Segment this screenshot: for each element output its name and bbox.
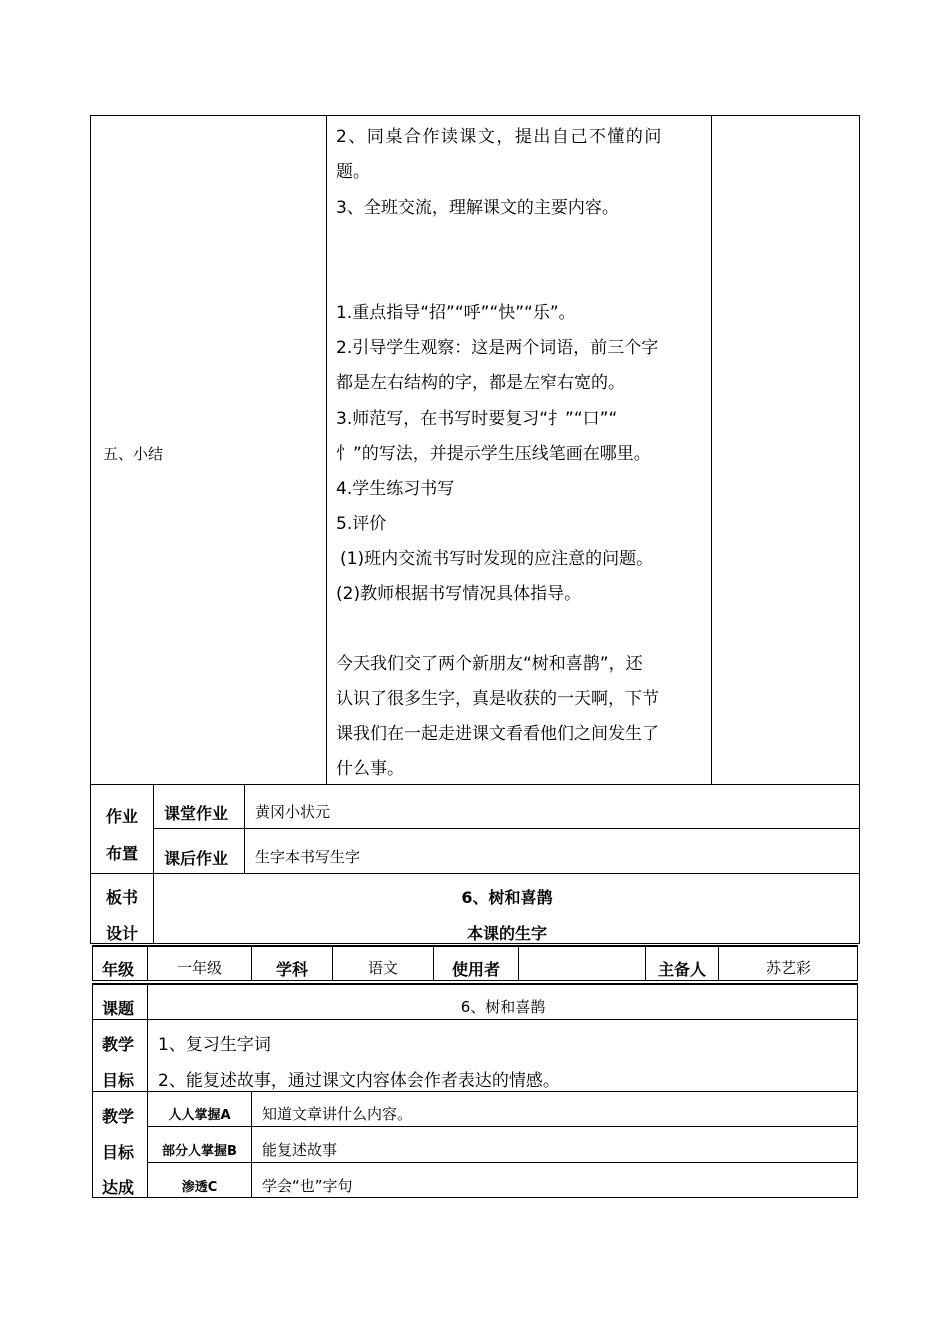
homework-row-divider [153, 828, 860, 829]
lesson-label: 课题 [102, 999, 135, 1018]
preparer-value: 苏艺彩 [765, 959, 811, 977]
process-line: 今天我们交了两个新朋友“树和喜鹊”，还 [336, 654, 643, 674]
achievement-row-divider [147, 1126, 858, 1127]
process-line: 2.引导学生观察：这是两个词语，前三个字 [336, 338, 659, 358]
process-line: 2、同桌合作读课文，提出自己不懂的问 [336, 127, 663, 147]
board-title: 6、树和喜鹊 [461, 888, 553, 907]
process-line: 忄”的写法，并提示学生压线笔画在哪里。 [336, 444, 651, 464]
grade-value: 一年级 [176, 959, 222, 977]
process-line: 1.重点指导“招”“呼”“快”“乐”。 [336, 303, 576, 323]
homework-label: 作业 [106, 807, 139, 826]
process-line: 都是左右结构的字，都是左窄右宽的。 [336, 373, 625, 393]
homework-divider-2 [244, 784, 245, 874]
process-line: 4.学生练习书写 [336, 479, 455, 499]
goal-item: 2、能复述故事，通过课文内容体会作者表达的情感。 [158, 1071, 560, 1091]
process-divider-1 [326, 115, 327, 785]
process-line: (1)班内交流书写时发现的应注意的问题。 [340, 549, 654, 569]
grade-label: 年级 [102, 960, 135, 979]
achievement-level: 人人掌握A [168, 1108, 231, 1123]
homework-type: 课堂作业 [164, 804, 229, 823]
process-line: 题。 [336, 162, 370, 182]
process-line: 认识了很多生字，真是收获的一天啊，下节 [336, 689, 659, 709]
achievement-content: 学会“也”字句 [262, 1177, 353, 1195]
process-line: 3、全班交流，理解课文的主要内容。 [336, 198, 619, 218]
achievement-level: 部分人掌握B [162, 1144, 237, 1159]
achievement-content: 知道文章讲什么内容。 [262, 1105, 413, 1123]
homework-content: 黄冈小状元 [255, 803, 331, 821]
process-line: 什么事。 [336, 759, 404, 779]
achievement-label: 达成 [102, 1178, 135, 1197]
achievement-divider-2 [251, 1091, 252, 1198]
homework-divider-1 [153, 784, 154, 874]
process-divider-2 [711, 115, 712, 785]
process-line: 课我们在一起走进课文看看他们之间发生了 [336, 724, 659, 744]
subject-value: 语文 [367, 959, 398, 977]
achievement-row-divider [147, 1162, 858, 1163]
board-label: 设计 [106, 924, 139, 943]
preparer-label: 主备人 [657, 960, 706, 979]
process-line: 3.师范写，在书写时要复习“扌”“口”“ [336, 409, 618, 429]
homework-content: 生字本书写生字 [255, 848, 361, 866]
stage-label: 五、小结 [103, 445, 164, 463]
goals-label: 教学 [102, 1035, 135, 1054]
goals-divider [147, 1019, 148, 1092]
user-label: 使用者 [451, 960, 500, 979]
achievement-content: 能复述故事 [262, 1141, 338, 1159]
achievement-label: 教学 [102, 1107, 135, 1126]
goals-label: 目标 [102, 1071, 135, 1090]
info-divider [518, 945, 519, 981]
subject-label: 学科 [275, 960, 308, 979]
process-line: (2)教师根据书写情况具体指导。 [336, 584, 582, 604]
goal-item: 1、复习生字词 [158, 1035, 271, 1055]
homework-type: 课后作业 [164, 849, 229, 868]
lesson-title: 6、树和喜鹊 [460, 998, 546, 1016]
achievement-level: 渗透C [181, 1180, 218, 1195]
process-line: 5.评价 [336, 514, 387, 534]
achievement-label: 目标 [102, 1143, 135, 1162]
board-subtitle: 本课的生字 [466, 924, 547, 943]
board-label: 板书 [106, 888, 139, 907]
homework-label: 布置 [106, 844, 139, 863]
